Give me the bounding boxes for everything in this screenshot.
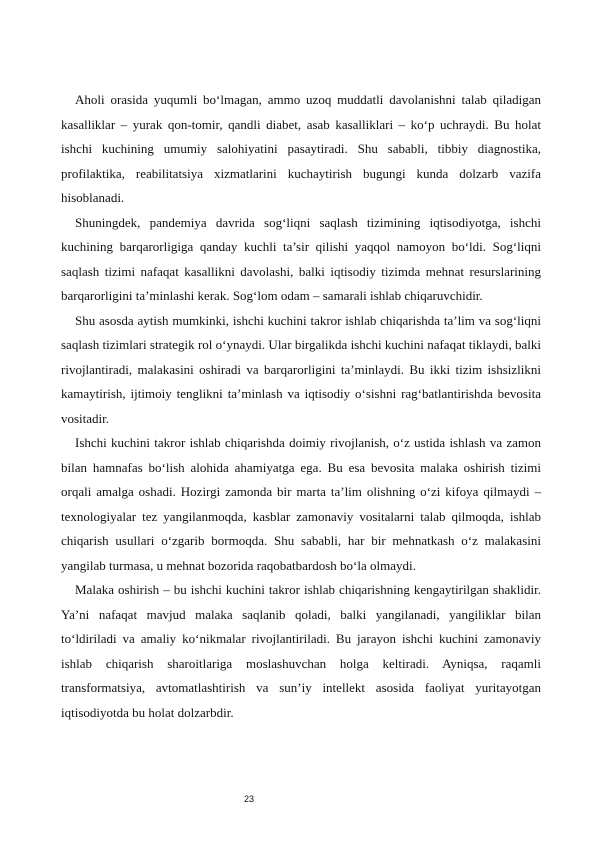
page-number: 23 (244, 794, 255, 804)
paragraph-4: Ishchi kuchini takror ishlab chiqarishda doimiy rivojlanish, o‘z ustida ishlash va zamon bilan hamnafas bo‘lish alohida ahamiyatga ega. Bu esa bevosita malaka oshirish tizimi orqali amalga oshadi. Hozirgi zamonda bir marta ta’lim olishning o‘zi kifoya qilmaydi – texnologiyalar tez yangilanmoqda, kasblar zamonaviy vositalarni talab qilmoqda, ishlab chiqarish usullari o‘zgarib bormoqda. Shu sababli, har bir mehnatkash o‘z malakasini yangilab turmasa, u mehnat bozorida raqobatbardosh bo‘la olmaydi. (61, 435, 541, 573)
document-body (61, 88, 541, 725)
paragraph-3: Shu asosda aytish mumkinki, ishchi kuchini takror ishlab chiqarishda ta’lim va sog‘liqni saqlash tizimlari strategik rol o‘ynaydi. Ular birgalikda ishchi kuchini nafaqat tiklaydi, balki rivojlantiradi, malakasini oshiradi va barqarorligini ta’minlaydi. Bu ikki tizim ishsizlikni kamaytirish, ijtimoiy tenglikni ta’minlash va iqtisodiy o‘sishni rag‘batlantirishda bevosita vositadir. (61, 312, 541, 426)
paragraph-5: Malaka oshirish – bu ishchi kuchini takror ishlab chiqarishning kengaytirilgan shaklidir. Ya’ni nafaqat mavjud malaka saqlanib qoladi, balki yangilanadi, yangiliklar bilan to‘ldiriladi va amaliy ko‘nikmalar rivojlantiriladi. Bu jarayon ishchi kuchini zamonaviy ishlab chiqarish sharoitlariga moslashuvchan holga keltiradi. Ayniqsa, raqamli transformatsiya, avtomatlashtirish va sun’iy intellekt asosida faoliyat yuritayotgan iqtisodiyotda bu holat dolzarbdir. (61, 582, 541, 720)
paragraph-2: Shuningdek, pandemiya davrida sog‘liqni saqlash tizimining iqtisodiyotga, ishchi kuchining barqarorligiga qanday kuchli ta’sir qilishi yaqqol namoyon bo‘ldi. Sog‘liqni saqlash tizimi nafaqat kasallikni davolashi, balki iqtisodiy tizimda mehnat resurslarining barqarorligini ta’minlashi kerak. Sog‘lom odam – samarali ishlab chiqaruvchidir. (61, 214, 541, 303)
paragraph-1: Aholi orasida yuqumli bo‘lmagan, ammo uzoq muddatli davolanishni talab qiladigan kasalliklar – yurak qon-tomir, qandli diabet, asab kasalliklari – ko‘p uchraydi. Bu holat ishchi kuchining umumiy salohiyatini pasaytiradi. Shu sababli, tibbiy diagnostika, profilaktika, reabilitatsiya xizmatlarini kuchaytirish bugungi kunda dolzarb vazifa hisoblanadi. (61, 92, 541, 205)
